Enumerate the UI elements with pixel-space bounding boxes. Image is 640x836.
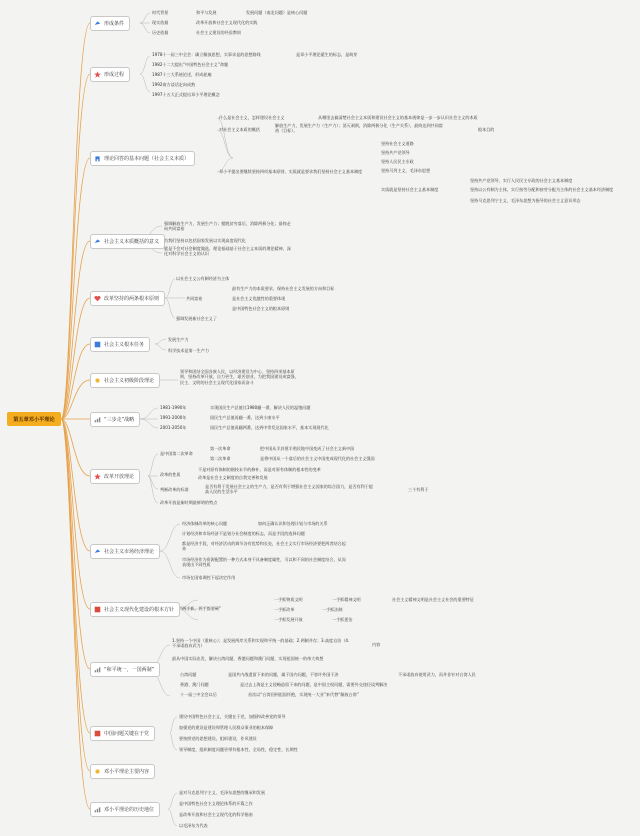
detail: 1991-2000年 [160, 415, 187, 420]
detail: 时代背景 [152, 10, 169, 15]
detail: 十一届三中全会以后 [180, 692, 217, 697]
topic-reform-principles[interactable]: 改革坚持的两条根本原则 [90, 291, 165, 306]
topic-party-key[interactable]: 中国问题关键在于党 [90, 726, 155, 741]
detail: 2001-2050年 [160, 425, 187, 430]
detail: 领导和团结全国各族人民，以经济建设为中心，坚持四项基本原则，坚持改革开放，自力更生，艰苦创业，为把我国建设成富强、民主、文明的社会主义现代化国家而奋斗 [180, 369, 299, 385]
detail: 把中国从半封建半殖民地中国变成了社会主义新中国 [260, 446, 355, 451]
detail: 市场在国家调控下起决定作用 [182, 575, 236, 580]
detail: 历史依据 [152, 30, 169, 35]
detail: 坚持马克思列宁主义，毛泽东思想为指导的社会主义意识形态 [470, 198, 581, 203]
sun-icon [94, 377, 101, 384]
detail: 就是不会对社会制度做选，理论基础基于社会主义本质的理论精神，深化对科学社会主义的认识 [164, 246, 291, 257]
detail: 是国共内战遗留下来的问题，属于国内问题，不容许外国干涉 [228, 672, 339, 677]
detail: 邓小平提出要继续坚持四项基本原则，实质就是要求我们坚持社会主义基本制度 [219, 169, 363, 174]
detail: 1.坚持一个中国（重核心）；是发展两岸关系和实现和平统一的基础；2.两制并存；3.高度自治（4.不承诺放弃武力） [172, 638, 350, 649]
detail: 什么是社会主义，怎样建设社会主义 [219, 115, 285, 120]
bars-icon [94, 666, 101, 673]
detail: 都是经济手段，对经济活动的调节各有优势和长处，社会主义实行市场经济要把两者结合起来 [182, 541, 346, 552]
bars-icon [94, 806, 101, 813]
detail: 第一次革命 [210, 446, 231, 451]
topic-market-economy[interactable]: 社会主义市场经济理论 [90, 544, 160, 559]
detail: 是否有利于发展社会主义的生产力，是否有利于增强社会主义国家的综合国力，是否有利于提高人民的生活水平 [205, 484, 373, 495]
topic-basic-question[interactable]: 理论回答的基本问题（社会主义本质） [90, 151, 195, 166]
detail: 坚持社会主义道路 [381, 141, 414, 146]
detail: 坚持人民民主专政 [381, 159, 414, 164]
detail: 经济体制改革的核心问题 [182, 521, 228, 526]
detail: 社会主义精神文明是社会主义社会的重要特征 [392, 597, 474, 602]
topic-essence-significance[interactable]: 社会主义本质概括的意义 [90, 234, 165, 249]
detail: 1982十二大提出“中国特色社会主义”命题 [152, 62, 229, 67]
detail: 根本目的 [478, 127, 495, 132]
detail: 为我们坚持以包括国家发展以实现高度现代化 [164, 238, 246, 243]
detail: 加强党的建设是建设和管理人民群众事业的根本保障 [179, 725, 274, 730]
detail: 坚持共产党领导 [381, 150, 410, 155]
heart-icon [94, 295, 101, 302]
detail: 共同富裕 [186, 296, 203, 301]
detail: 现实依据 [152, 20, 169, 25]
topic-historical-status[interactable]: 邓小平理论的历史地位 [90, 802, 160, 817]
topic-three-step-strategy[interactable]: “三步走”战略 [90, 412, 140, 427]
topic-fundamental-task[interactable]: 社会主义根本任务 [90, 337, 150, 352]
detail: 是过去上海是主义侵略造留下来的问题，是中国主权问题，需要外交途径谈判解决 [240, 682, 388, 687]
detail: 解放生产力，发展生产力（生产力）；消灭剥削，消除两极分化（生产关系），最终达到共同富裕（目标）。 [275, 123, 443, 134]
detail: 一手抓发展开放 [274, 617, 303, 622]
detail: 实现国民生产总值比1980翻一番，解决人民的温饱问题 [210, 405, 311, 410]
detail: 坚持马列主义，毛泽东思想 [381, 168, 431, 173]
detail: 是中国第二次革命 [160, 451, 193, 456]
detail: 科学技术是第一生产力 [168, 348, 209, 353]
building-icon [94, 155, 101, 162]
root-topic[interactable]: 第五章邓小平理论 [7, 412, 61, 426]
flag-icon [94, 341, 101, 348]
detail: 计划经济和市场经济不是划分社会制度的标志，而是手段的选择问题 [182, 531, 305, 536]
detail: 是中国特色社会主义的根本原则 [232, 306, 290, 311]
detail: 第二次革命 [210, 456, 231, 461]
dove-icon [94, 20, 101, 27]
detail: 改革是社会主义制度的自我完善和发展 [198, 475, 268, 480]
detail: 以毛泽东为代表 [179, 823, 208, 828]
detail: 一手抓惩治 [332, 617, 353, 622]
detail: 以社会主义公有制经济为主体 [176, 276, 230, 281]
detail: 1978十一届三中全会：确立解放思想，实事求是的思想路线 [152, 52, 261, 57]
topic-modernization-policy[interactable]: 社会主义现代化建设的根本方针 [90, 602, 180, 617]
detail: 领导制度，组织制度问题更带有根本性，全局性，稳定性，长期性 [179, 747, 298, 752]
detail: 判断改革的标准 [160, 487, 189, 492]
detail: 改革开放是新时期最鲜明的特点 [160, 500, 218, 505]
topic-one-country-two-systems[interactable]: “和平统一，一国两制” [90, 662, 160, 677]
detail: 市场经济作为资源配置的一种方式本身不具备制度属性，可以和不同的社会制度结合，从而表现出不同性质 [182, 557, 346, 568]
detail: 发展生产力 [168, 337, 189, 342]
dove-icon [94, 238, 101, 245]
flag-icon [94, 730, 101, 737]
detail: 坚持共产党领导，实行人民民主专政的社会主义基本制度 [470, 178, 573, 183]
flag-icon [94, 606, 101, 613]
detail: 是对马克思列宁主义、毛泽东思想的继承和发展 [179, 790, 265, 795]
detail: 1981-1990年 [160, 405, 187, 410]
detail: “两手抓，两手都要硬” [180, 606, 222, 611]
star-icon [94, 71, 101, 78]
detail: 1997十五大正式提出邓小平理论概念 [152, 92, 220, 97]
detail: 台湾问题 [180, 672, 197, 677]
detail: 改革的性质 [160, 472, 181, 477]
detail: 不承诺放弃使用武力，而并非针对台湾人民 [398, 672, 476, 677]
star-icon [94, 473, 101, 480]
detail: 要按照党的思想建设，组织建设，作风建设 [179, 736, 257, 741]
topic-reform-opening[interactable]: 改革开放理论 [90, 469, 140, 484]
detail: 社会主义建设的经验教训 [196, 30, 242, 35]
detail: 一手抓改革 [274, 607, 295, 612]
dove-icon [94, 548, 101, 555]
detail: 一手抓物质文明 [274, 597, 303, 602]
topic-formation-conditions[interactable]: 形成条件 [90, 16, 130, 31]
detail: 改革开放和社会主义现代化的实践 [196, 20, 258, 25]
detail: 建设中国特色社会主义，关键在于党，加强和改善党的领导 [179, 714, 286, 719]
detail: 如何正确认识和处理计划与市场的关系 [258, 521, 328, 526]
detail: 坚持以公有制为主体，实行按劳分配和按劳分配为主体的社会主义基本经济制度 [470, 187, 614, 192]
detail: 是中国特色社会主义理论体系的开篇之作 [179, 801, 253, 806]
detail: 1987十三大系统论述，形成轮廓 [152, 72, 212, 77]
detail: 发展问题（南北问题）是核心问题 [246, 10, 308, 15]
topic-formation-process[interactable]: 形成过程 [90, 67, 130, 82]
detail: 不是对原有体制的细枝末节的修补，而是对原有体制的根本性的变革 [198, 467, 321, 472]
topic-main-content[interactable]: 邓小平理论主要内容 [90, 764, 155, 779]
detail: 香港、澳门问题 [180, 682, 209, 687]
detail: 三个有利于 [408, 487, 429, 492]
detail: 国民生产总值再翻两番，达到中等发达国家水平，基本实现现代化 [210, 425, 329, 430]
detail: 最从中国实际出发，解决台湾问题，香港问题和澳门问题，实现祖国统一的伟大构想 [172, 656, 324, 661]
detail: 国民生产总值再翻一番，达到小康水平 [210, 415, 280, 420]
detail: 首次以“台湾回到祖国怀抱，实现统一大业”来代替“解放台湾” [248, 692, 359, 697]
bars-icon [94, 416, 101, 423]
detail: 内容 [372, 642, 381, 647]
detail: 是改革开放和社会主义现代化的科学指南 [179, 812, 253, 817]
detail: 一手抓精神文明 [332, 597, 361, 602]
detail: 强调发展新社会主义了 [176, 316, 217, 321]
detail: 是社会主义优越性的重要体现 [232, 296, 286, 301]
detail: 最有生产力的本质要求，保持社会主义发展的方向和目标 [232, 286, 335, 291]
detail: 是将中国从一个落后的社会主义中国变成现代化的社会主义强国 [260, 456, 375, 461]
detail: 1992南方谈话走向成熟 [152, 82, 196, 87]
detail: 对社会主义本质的概括 [219, 127, 260, 132]
detail: 强调解放生产力，发展生产力；摆脱贫穷落后，消除两极分化；最终走向共同富裕 [164, 221, 291, 232]
detail: 是邓小平理论诞生的标志，是萌芽 [296, 52, 358, 57]
detail: 和平与发展 [196, 10, 217, 15]
sun-icon [94, 768, 101, 775]
detail: 从哪里去搞清楚社会主义本质和建设社会主义的基本规律是一步一步认识社会主义的本质 [318, 115, 478, 120]
detail: 实质就是坚持社会主义基本制度 [381, 187, 439, 192]
topic-primary-stage[interactable]: 社会主义初级阶段理论 [90, 373, 160, 388]
detail: 一手抓法制 [322, 607, 343, 612]
